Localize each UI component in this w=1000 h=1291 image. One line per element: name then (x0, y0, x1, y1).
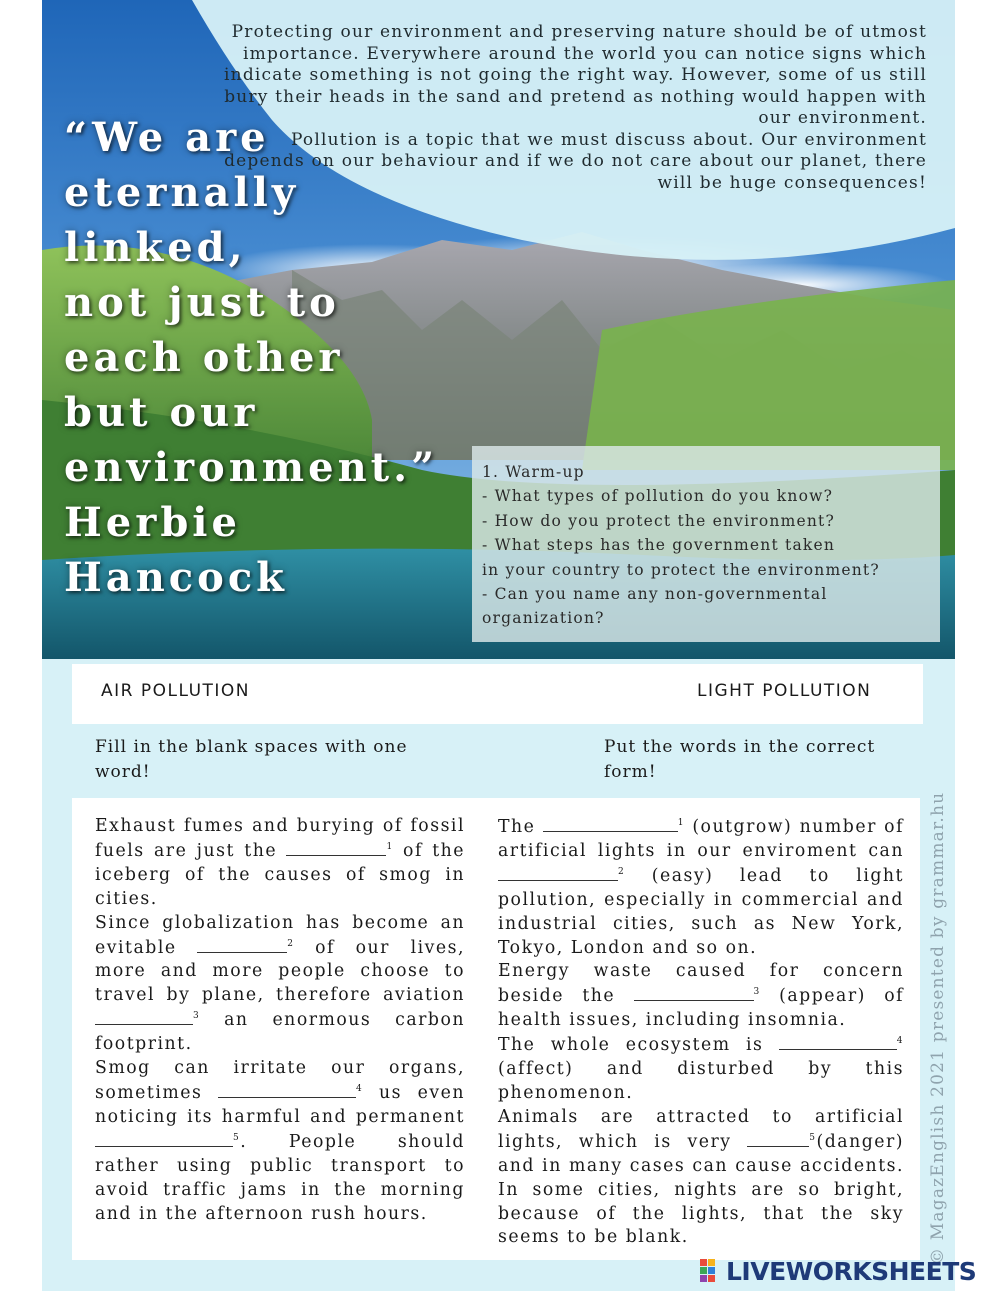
light-paragraph-3: The whole ecosystem is $^4$ (affect) and disturbed by this phenomenon. (498, 1035, 904, 1103)
blank-input[interactable] (95, 1130, 233, 1147)
blank-input[interactable] (543, 815, 678, 832)
light-paragraph-4: Animals are attracted to artificial lights, which is very $^5$(danger) and in many cases can cause accidents. In some cities, nights are so bright, because of the lights, that the sky seems to be blank. (498, 1106, 904, 1248)
quote-line: each other (64, 334, 344, 381)
liveworksheets-icon (700, 1259, 724, 1283)
air-pollution-text (95, 815, 465, 1226)
quote-author: Herbie (64, 499, 241, 546)
warmup-question: in your country to protect the environment? (482, 560, 880, 579)
copyright-credit: © MagazEnglish 2021 presented by grammar.hu (928, 791, 948, 1265)
quote-line: but our (64, 389, 259, 436)
quote-line: not just to (64, 279, 340, 326)
light-task-instruction: Put the words in the correct form! (604, 737, 876, 782)
warmup-question: organization? (482, 609, 605, 628)
blank-input[interactable] (747, 1130, 809, 1147)
liveworksheets-wordmark: LIVEWORKSHEETS (726, 1256, 977, 1286)
quote-line: eternally (64, 169, 300, 216)
quote-line: environment.” (64, 444, 439, 491)
intro-paragraph-2: Pollution is a topic that we must discuss about. Our environment depends on our behaviour and if we do not care about our planet, there will be huge consequences! (224, 129, 927, 193)
light-pollution-text (498, 815, 904, 1250)
blank-input[interactable] (634, 984, 754, 1001)
quote-line: “We are (64, 114, 270, 161)
air-paragraph-1: Exhaust fumes and burying of fossil fuels are just the $^1$ of the iceberg of the causes of smog in cities. (95, 816, 465, 909)
air-task-instruction: Fill in the blank spaces with one word! (95, 737, 408, 782)
intro-paragraph-1: Protecting our environment and preserving nature should be of utmost importance. Everywhere around the world you can notice signs which indicate something is not going the right way. However, some of us still bury their heads in the sand and pretend as nothing would happen with our environment. (224, 22, 927, 128)
air-paragraph-3: Smog can irritate our organs, sometimes $^4$ us even noticing its harmful and permanent $^5$. People should rather using public transport to avoid traffic jams in the morning and in the afternoon rush hours. (95, 1058, 465, 1224)
air-pollution-heading: AIR POLLUTION (101, 681, 251, 701)
air-paragraph-2: Since globalization has become an evitable $^2$ of our lives, more and more people choose to travel by plane, therefore aviation $^3$ an enormous carbon footprint. (95, 912, 465, 1055)
light-pollution-heading: LIGHT POLLUTION (697, 681, 872, 701)
quote-line: linked, (64, 224, 247, 271)
warmup-title: 1. Warm-up (482, 463, 585, 481)
blank-input[interactable] (779, 1033, 897, 1050)
hero-landscape (42, 0, 955, 659)
blank-input[interactable] (95, 1008, 193, 1025)
light-paragraph-1: The $^1$ (outgrow) number of artificial lights in our enviroment can $^2$ (easy) lead to light pollution, especially in commercial and industrial cities, such as New York, Tokyo, London and so on. (498, 817, 904, 958)
quote-author: Hancock (64, 554, 288, 601)
quote (64, 110, 444, 605)
warmup-question: - What steps has the government taken (482, 536, 836, 555)
warmup-question: - What types of pollution do you know? (482, 487, 834, 506)
blank-input[interactable] (197, 936, 287, 953)
light-paragraph-2: Energy waste caused for concern beside the $^3$ (appear) of health issues, including insomnia. (498, 961, 904, 1031)
warmup-question: - Can you name any non-governmental (482, 585, 828, 604)
blank-input[interactable] (286, 839, 386, 856)
blank-input[interactable] (218, 1081, 356, 1098)
warmup-box (472, 446, 940, 642)
warmup-question: - How do you protect the environment? (482, 511, 835, 530)
blank-input[interactable] (498, 864, 618, 881)
liveworksheets-logo (700, 1256, 976, 1286)
